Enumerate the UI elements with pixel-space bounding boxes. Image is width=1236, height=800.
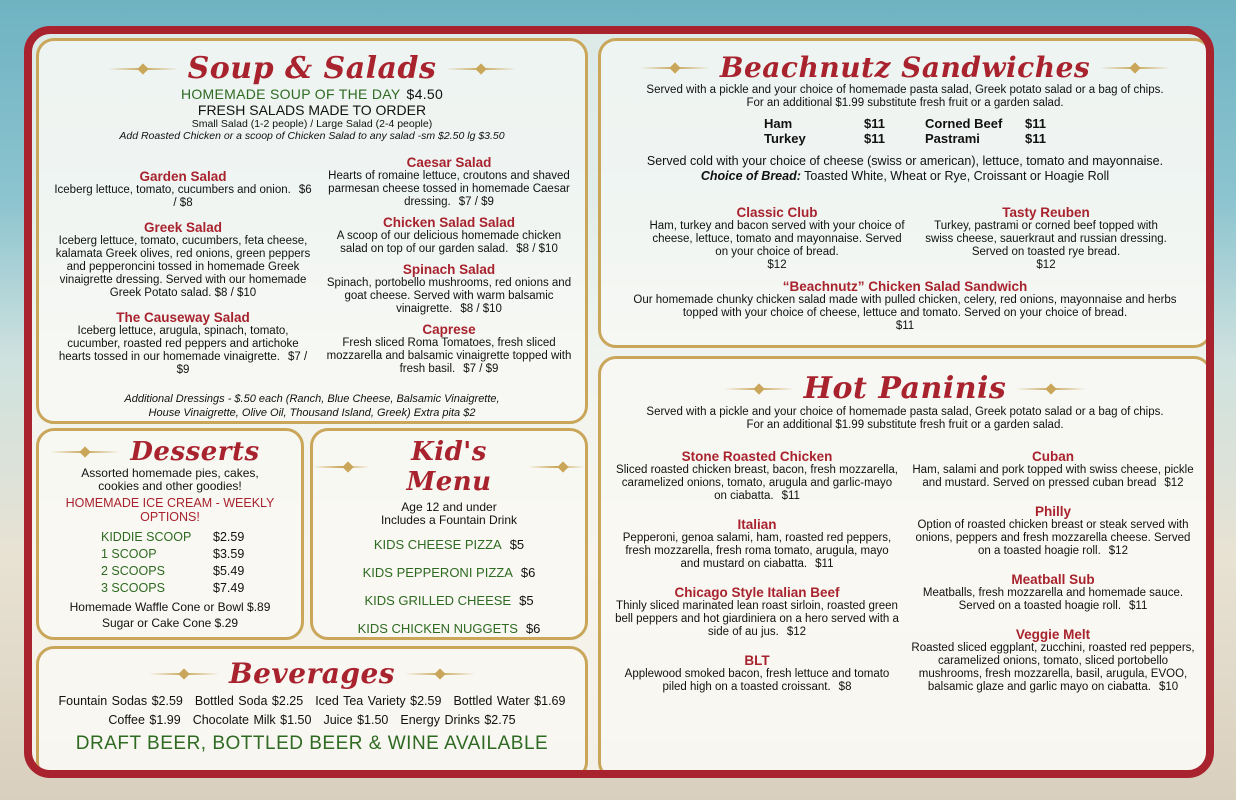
beverage-item: Chocolate Milk $1.50	[192, 713, 312, 727]
scoop-price: $5.49	[213, 564, 245, 578]
scoops-list	[101, 530, 301, 595]
sandwich-row	[764, 116, 885, 131]
item-desc-text: Applewood smoked bacon, fresh lettuce and tomato piled high on a toasted croissant.	[624, 668, 890, 693]
item-price: $11	[1129, 600, 1148, 612]
menu-item	[323, 262, 575, 316]
item-name: Stone Roasted Chicken	[681, 449, 833, 464]
kids-menu-title: Kid's Menu	[313, 437, 585, 497]
ice-cream-heading: HOMEMADE ICE CREAM - WEEKLY OPTIONS!	[65, 496, 275, 524]
item-desc	[911, 642, 1195, 694]
title-rule-right	[1016, 388, 1086, 390]
kids-item	[313, 537, 585, 552]
desserts-panel	[36, 428, 304, 640]
sandwich-name: Turkey	[764, 131, 806, 146]
scoop-row	[101, 547, 301, 561]
sandwich-row	[925, 131, 1046, 146]
classic-club: Classic Club Ham, turkey and bacon served with your choice of cheese, lettuce, tomato and mayonnaise. Served on your choice of bread. $12	[649, 205, 905, 271]
item-desc-text: Iceberg lettuce, arugula, spinach, tomato, cucumber, roasted red peppers and artichoke hearts tossed in our homemade vinaigrette.	[58, 325, 299, 363]
item-name: Spinach Salad	[402, 262, 496, 277]
item-price: $11	[781, 490, 800, 502]
beverage-item: Fountain Sodas $2.59	[58, 694, 183, 708]
kids-item-name: KIDS GRILLED CHEESE	[364, 593, 512, 608]
sandwiches-served-2: For an additional $1.99 substitute fresh fruit or a garden salad.	[746, 97, 1064, 109]
item-price: $11	[815, 558, 834, 570]
salads-right-column	[323, 155, 575, 382]
sandwich-row	[764, 131, 885, 146]
scoop-row	[101, 564, 301, 578]
item-desc-text: Pepperoni, genoa salami, ham, roasted red peppers, fresh mozzarella, fresh roma tomato, arugula, mayo and mustard on ciabatta.	[622, 532, 892, 570]
kids-item	[313, 565, 585, 580]
item-desc-text: Meatballs, fresh mozzarella and homemade sauce. Served on a toasted hoagie roll.	[922, 587, 1184, 612]
kids-item-name: KIDS CHEESE PIZZA	[373, 537, 502, 552]
kids-item	[313, 593, 585, 608]
scoop-name: 1 SCOOP	[101, 547, 157, 561]
title-rule-left	[50, 451, 120, 453]
beverages-line-2	[39, 713, 585, 727]
menu-item	[53, 220, 313, 300]
soup-price: $4.50	[406, 86, 444, 102]
fresh-salads-heading: FRESH SALADS MADE TO ORDER	[197, 102, 427, 118]
title-rule-left	[313, 466, 370, 468]
menu-item	[323, 215, 575, 256]
desserts-intro-2: cookies and other goodies!	[98, 479, 242, 493]
item-name: BLT	[744, 653, 770, 668]
beverage-item: Energy Drinks $2.75	[400, 713, 516, 727]
title-rule-right	[528, 466, 585, 468]
item-desc	[911, 587, 1195, 613]
kids-item-name: KIDS CHICKEN NUGGETS	[357, 621, 518, 636]
sandwich-name: Pastrami	[925, 131, 980, 146]
menu-item	[615, 517, 899, 571]
item-name: Caesar Salad	[406, 155, 492, 170]
soup-of-day: HOMEMADE SOUP OF THE DAY $4.50	[180, 86, 444, 102]
sandwich-col-1	[764, 116, 885, 146]
menu-item	[323, 155, 575, 209]
paninis-right-column	[911, 449, 1195, 708]
paninis-left-column	[615, 449, 899, 708]
item-name: Chicken Salad Salad	[382, 215, 516, 230]
item-desc	[53, 325, 313, 377]
item-desc	[53, 184, 313, 210]
soup-salads-panel	[36, 38, 588, 424]
sandwich-price: $11	[864, 116, 885, 131]
menu-item	[323, 322, 575, 376]
menu-item	[615, 449, 899, 503]
item-desc-text: A scoop of our delicious homemade chicken salad on top of our garden salad.	[336, 230, 562, 255]
chicken-salad-sandwich: “Beachnutz” Chicken Salad Sandwich Our homemade chunky chicken salad made with pulled chicken, celery, red onions, mayonnaise and herbs topped with your choice of cheese, lettuce and tomato. Served on your choice of bread. $11	[633, 279, 1177, 332]
sandwich-price: $11	[1025, 116, 1046, 131]
scoop-row	[101, 581, 301, 595]
item-desc	[53, 235, 313, 300]
kids-list	[313, 537, 585, 636]
title-rule-left	[724, 388, 794, 390]
kids-menu-panel	[310, 428, 588, 640]
item-desc-text: Iceberg lettuce, tomato, cucumbers, feta cheese, kalamata Greek olives, red onions, green peppers and pepperoncini tossed in homemade Greek vinaigrette dressing. Served with our homemade Greek Potato salad. $8 / $10	[55, 235, 311, 299]
item-name: Garden Salad	[139, 169, 227, 184]
sandwiches-served-1: Served with a pickle and your choice of homemade pasta salad, Greek potato salad or a bag of chips.	[646, 84, 1164, 96]
scoop-row	[101, 530, 301, 544]
beverage-item: Iced Tea Variety $2.59	[315, 694, 442, 708]
item-name: Chicago Style Italian Beef	[674, 585, 840, 600]
beverages-line-1	[39, 694, 585, 708]
title-rule-left	[640, 67, 710, 69]
item-name: Cuban	[1032, 449, 1074, 464]
item-name: Meatball Sub	[1011, 572, 1095, 587]
item-price: $12	[1164, 477, 1184, 489]
scoop-name: KIDDIE SCOOP	[101, 530, 192, 544]
item-desc-text: Fresh sliced Roma Tomatoes, fresh sliced mozzarella and balsamic vinaigrette topped with fresh basil.	[326, 337, 572, 375]
beverages-panel	[36, 646, 588, 778]
item-desc-text: Iceberg lettuce, tomato, cucumbers and onion.	[54, 184, 291, 196]
paninis-title: Hot Paninis	[601, 371, 1209, 406]
scoop-price: $2.59	[213, 530, 245, 544]
menu-item	[615, 653, 899, 694]
item-desc-text: Ham, salami and pork topped with swiss cheese, pickle and mustard. Served on pressed cuban bread	[912, 464, 1194, 489]
paninis-panel	[598, 356, 1212, 778]
item-price: $8 / $10	[516, 243, 558, 255]
title-rule-left	[108, 68, 178, 70]
sandwich-price: $11	[864, 131, 885, 146]
kids-item-price: $6	[520, 565, 536, 580]
item-desc-text: Option of roasted chicken breast or steak served with onions, peppers and fresh mozzarella cheese. Served on a toasted hoagie roll.	[915, 519, 1191, 557]
kids-item-price: $5	[509, 537, 525, 552]
sandwich-name: Ham	[764, 116, 793, 131]
kids-item-price: $5	[519, 593, 534, 608]
item-desc-text: Hearts of romaine lettuce, croutons and shaved parmesan cheese tossed in homemade Caesar dressing.	[328, 170, 570, 208]
title-rule-right	[405, 673, 475, 675]
item-price: $7 / $9	[176, 351, 308, 376]
scoop-name: 3 SCOOPS	[101, 581, 165, 595]
desserts-intro-1: Assorted homemade pies, cakes,	[81, 466, 259, 480]
item-desc	[615, 532, 899, 571]
beverage-item: Bottled Soda $2.25	[194, 694, 304, 708]
title-rule-right	[1100, 67, 1170, 69]
item-name: Philly	[1034, 504, 1071, 519]
dressings-line-2: House Vinaigrette, Olive Oil, Thousand Island, Greek) Extra pita $2	[148, 407, 476, 419]
sandwiches-panel	[598, 38, 1212, 348]
item-name: Veggie Melt	[1015, 627, 1091, 642]
salad-addon: Add Roasted Chicken or a scoop of Chicken Salad to any salad -sm $2.50 lg $3.50	[119, 130, 505, 142]
item-price: $8 / $10	[460, 303, 502, 315]
beverages-title: Beverages	[39, 657, 585, 690]
item-desc-text: Sliced roasted chicken breast, bacon, fresh mozzarella, caramelized onions, tomato, arugula and garlic-mayo on ciabatta.	[616, 464, 898, 502]
waffle-cone: Homemade Waffle Cone or Bowl $.89	[69, 600, 271, 614]
item-price: $7 / $9	[458, 196, 494, 208]
bread-label: Choice of Bread:	[700, 169, 801, 183]
beverage-item: Juice $1.50	[323, 713, 389, 727]
item-desc	[615, 600, 899, 639]
title-rule-right	[446, 68, 516, 70]
beverage-item: Coffee $1.99	[108, 713, 181, 727]
item-name: The Causeway Salad	[116, 310, 250, 325]
item-price: $10	[1158, 681, 1179, 693]
menu-item	[911, 627, 1195, 694]
kids-drink: Includes a Fountain Drink	[380, 513, 518, 527]
kids-item-name: KIDS PEPPERONI PIZZA	[362, 565, 513, 580]
item-desc-text: Spinach, portobello mushrooms, red onions and goat cheese. Served with warm balsamic vinaigrette.	[326, 277, 572, 315]
sandwich-name: Corned Beef	[925, 116, 1003, 131]
dressings-line-1: Additional Dressings - $.50 each (Ranch, Blue Cheese, Balsamic Vinaigrette,	[124, 393, 500, 405]
sandwiches-cold: Served cold with your choice of cheese (swiss or american), lettuce, tomato and mayonnaise.	[646, 154, 1164, 168]
sandwich-price-table	[601, 116, 1209, 146]
menu-item	[53, 310, 313, 377]
salads-left-column	[53, 169, 313, 387]
item-name: Greek Salad	[143, 220, 223, 235]
item-price: $8	[838, 681, 852, 693]
sandwich-row	[925, 116, 1046, 131]
scoop-price: $3.59	[213, 547, 245, 561]
item-desc	[911, 464, 1195, 490]
item-price: $12	[786, 626, 807, 638]
bread-options: Toasted White, Wheat or Rye, Croissant or Hoagie Roll	[800, 169, 1110, 183]
item-desc	[615, 668, 899, 694]
scoop-name: 2 SCOOPS	[101, 564, 165, 578]
title-rule-left	[149, 673, 219, 675]
kids-item	[313, 621, 585, 636]
paninis-served-1: Served with a pickle and your choice of homemade pasta salad, Greek potato salad or a bag of chips.	[646, 406, 1164, 418]
item-price: $7 / $9	[463, 363, 499, 375]
beverage-item: Bottled Water $1.69	[453, 694, 566, 708]
salad-sizes: Small Salad (1-2 people) / Large Salad (2-4 people)	[191, 118, 433, 130]
item-desc	[615, 464, 899, 503]
item-desc	[323, 170, 575, 209]
item-name: Caprese	[422, 322, 476, 337]
paninis-served-2: For an additional $1.99 substitute fresh fruit or a garden salad.	[746, 419, 1064, 431]
scoop-price: $7.49	[213, 581, 245, 595]
item-desc	[323, 230, 575, 256]
item-price: $12	[1108, 545, 1128, 557]
tasty-reuben: Tasty Reuben Turkey, pastrami or corned beef topped with swiss cheese, sauerkraut and russian dressing. Served on toasted rye bread. $12	[925, 205, 1167, 271]
item-desc	[323, 277, 575, 316]
menu-item	[911, 449, 1195, 490]
draft-beer-wine: DRAFT BEER, BOTTLED BEER & WINE AVAILABLE	[75, 733, 549, 754]
sugar-cone: Sugar or Cake Cone $.29	[101, 616, 239, 630]
menu-card	[24, 26, 1214, 778]
item-price: $6 / $8	[173, 184, 312, 209]
sandwich-col-2	[925, 116, 1046, 146]
menu-item	[615, 585, 899, 639]
choice-of-bread	[601, 169, 1209, 184]
sandwiches-title: Beachnutz Sandwiches	[601, 51, 1209, 84]
item-name: Italian	[737, 517, 777, 532]
item-desc	[323, 337, 575, 376]
soup-salads-title: Soup & Salads	[39, 51, 585, 86]
menu-item	[911, 572, 1195, 613]
kids-age: Age 12 and under	[401, 500, 497, 514]
menu-item	[53, 169, 313, 210]
kids-item-price: $6	[525, 621, 541, 636]
menu-item	[911, 504, 1195, 558]
sandwich-price: $11	[1025, 131, 1046, 146]
item-desc-text: Roasted sliced eggplant, zucchini, roasted red peppers, caramelized onions, tomato, sliced portobello mushrooms, fresh mozzarella, basil, arugula, EVOO, balsamic glaze and garlic mayo on ciabatta.	[911, 642, 1195, 693]
item-desc	[911, 519, 1195, 558]
desserts-title: Desserts	[39, 437, 301, 467]
item-desc-text: Thinly sliced marinated lean roast sirloin, roasted green bell peppers and hot giardiniera on a hero served with a side of au jus.	[615, 600, 899, 638]
